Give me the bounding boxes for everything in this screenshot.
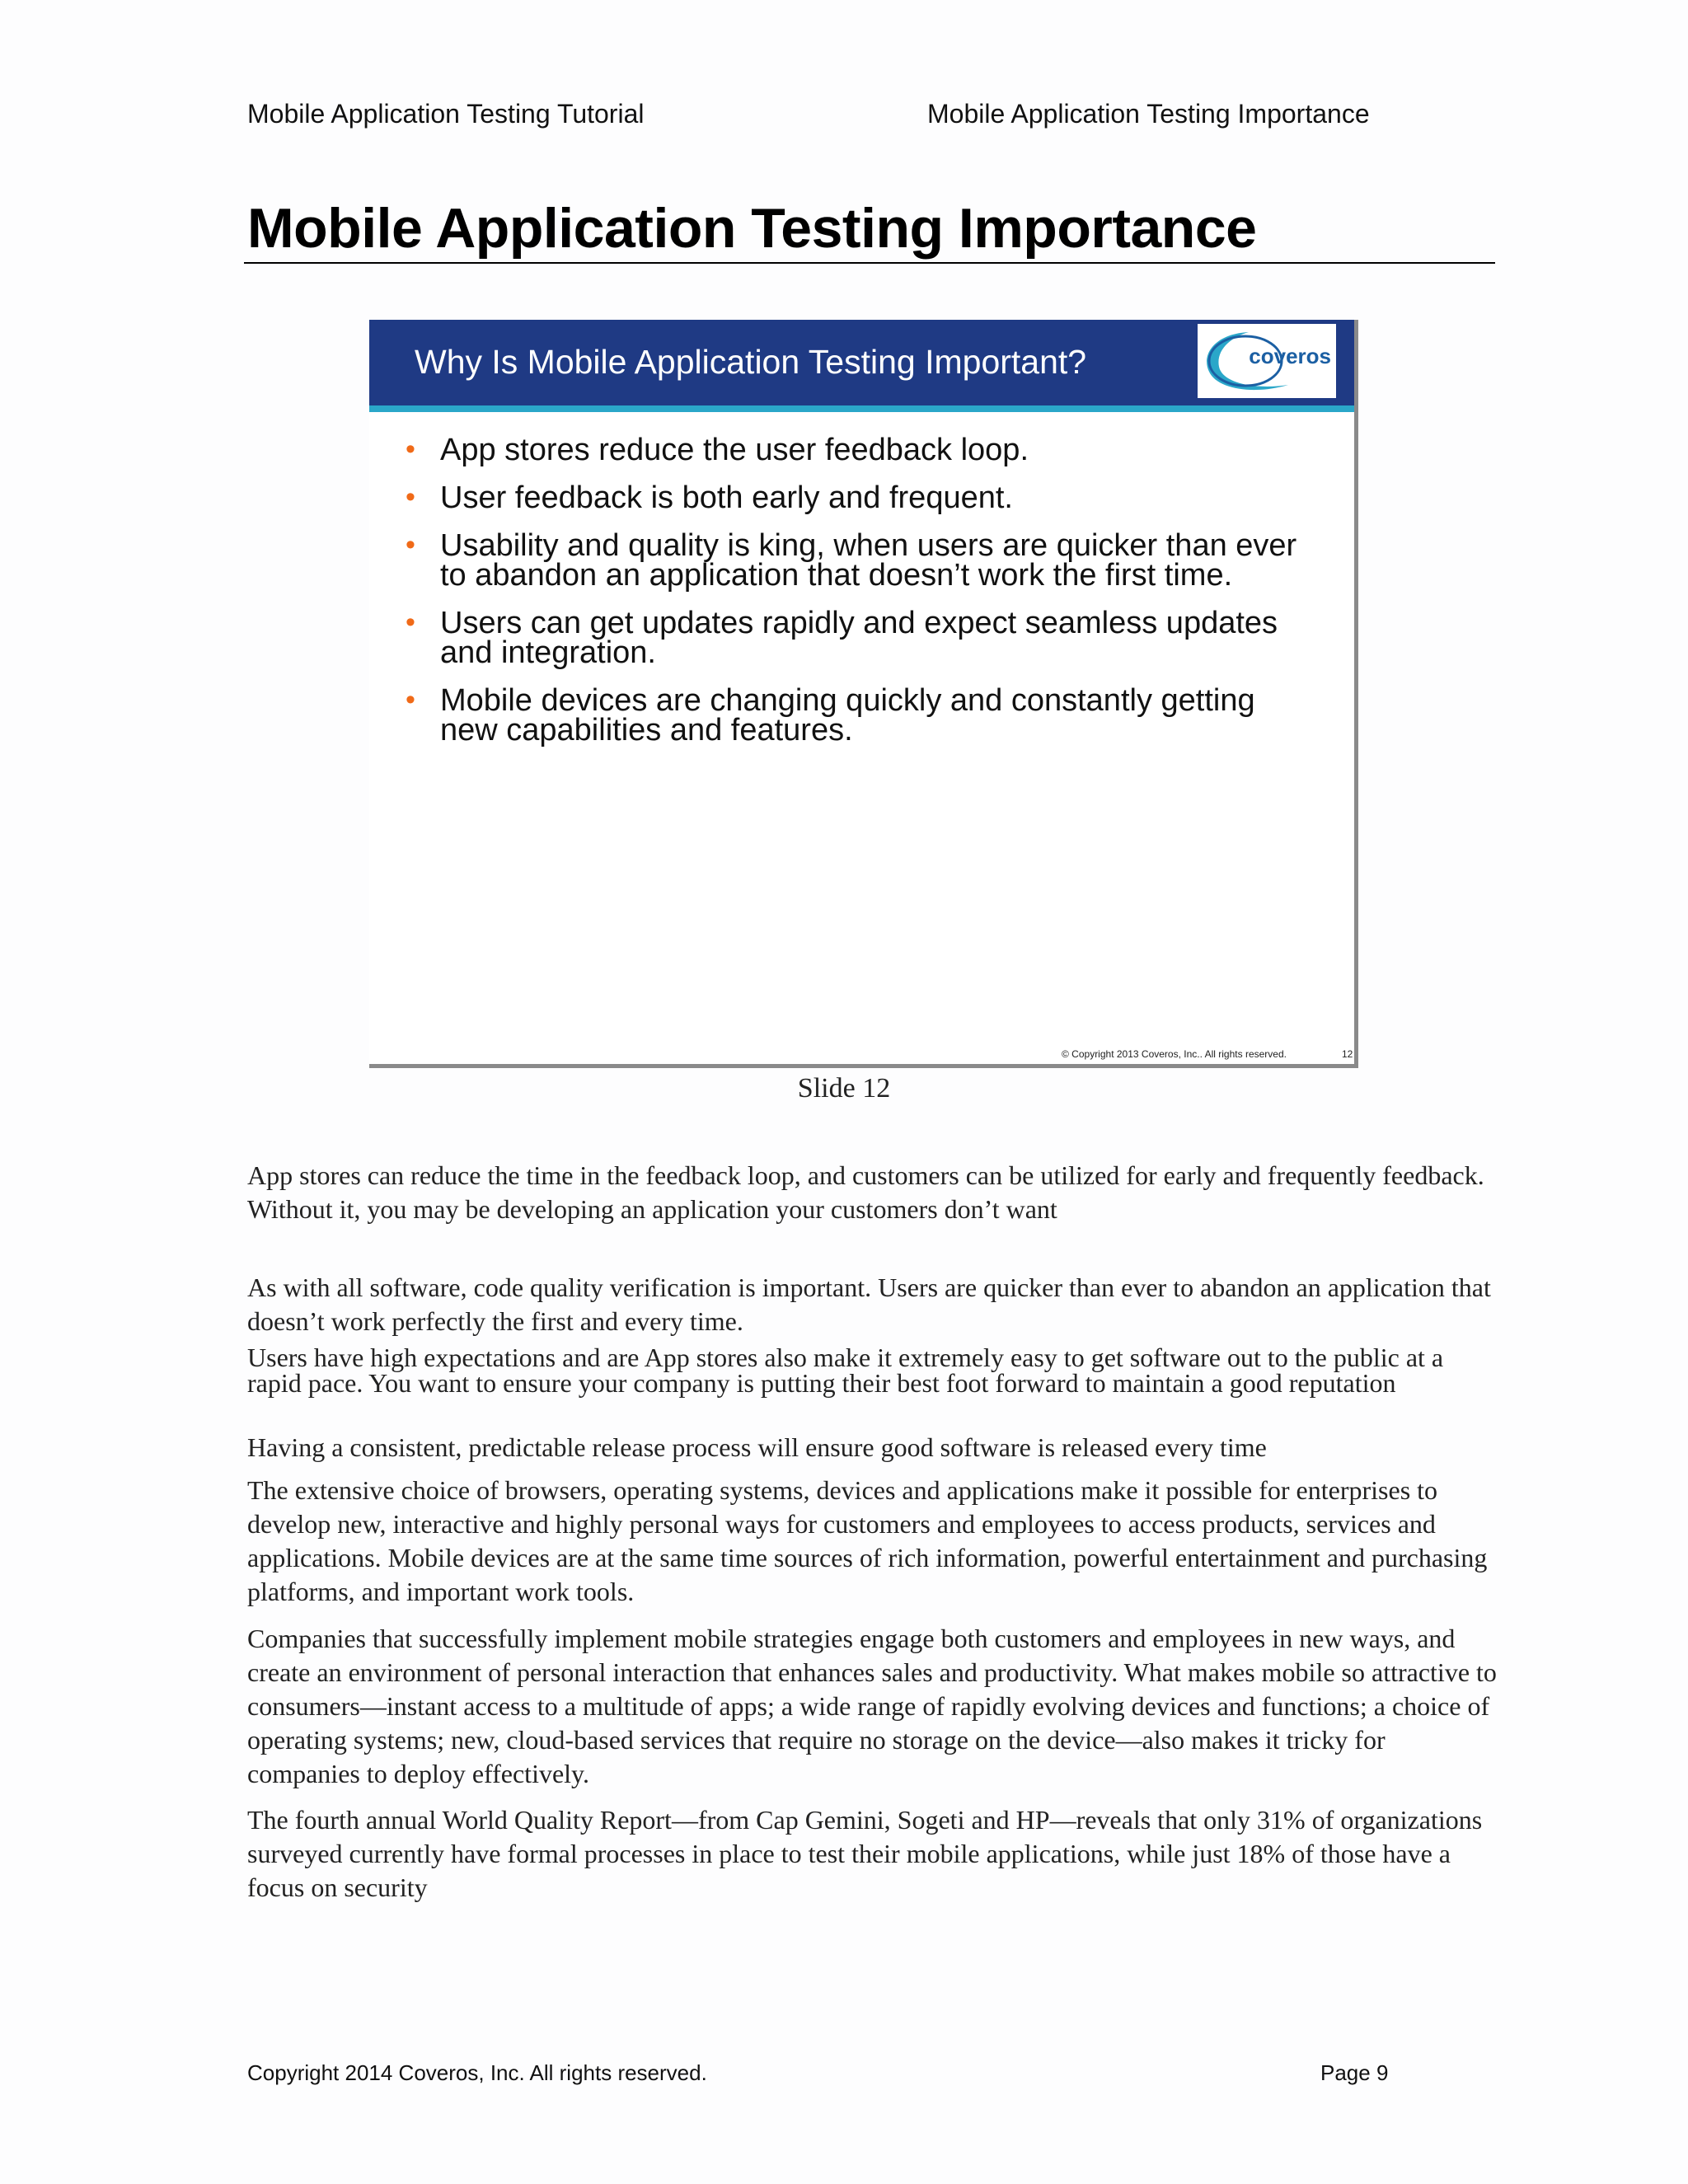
- body-paragraph: The extensive choice of browsers, operating systems, devices and applications make it possible for enterprises to develop new, interactive and highly personal ways for customers and employees to access products, services and applications. Mobile devices are at the same time sources of rich information, powerful entertainment and purchasing platforms, and important work tools.: [247, 1475, 1488, 1606]
- slide-bullet-list: [402, 435, 1309, 763]
- body-paragraph: Users have high expectations and are App stores also make it extremely easy to get software out to the public at a rapid pace. You want to ensure your company is putting their best foot forward to maintain a good reputation: [247, 1343, 1444, 1398]
- coveros-logo: [1198, 324, 1336, 398]
- slide-bullet: • App stores reduce the user feedback loop.: [406, 433, 1029, 467]
- body-paragraph: App stores can reduce the time in the feedback loop, and customers can be utilized for early and frequently feedback. Without it, you may be developing an application your customers don’t want: [247, 1160, 1484, 1224]
- slide-bullet: • Mobile devices are changing quickly and constantly getting new capabilities and features.: [406, 683, 1255, 748]
- body-paragraph: As with all software, code quality verification is important. Users are quicker than ever to abandon an application that doesn’t work perfectly the first and every time.: [247, 1272, 1491, 1336]
- page-number: Page 9: [1320, 2060, 1389, 2085]
- title-divider: [244, 262, 1495, 264]
- slide-header-stripe: [369, 405, 1354, 412]
- slide-number: 12: [1342, 1048, 1353, 1060]
- page-title: Mobile Application Testing Importance: [247, 197, 1257, 260]
- footer-copyright: Copyright 2014 Coveros, Inc. All rights reserved.: [247, 2060, 707, 2085]
- running-header-right: Mobile Application Testing Importance: [927, 99, 1370, 129]
- slide-bullet: • Users can get updates rapidly and expect seamless updates and integration.: [406, 606, 1278, 670]
- body-paragraph: Having a consistent, predictable release process will ensure good software is released every time: [247, 1432, 1267, 1462]
- bullet-dot-icon: •: [406, 607, 415, 638]
- body-paragraph: The fourth annual World Quality Report—from Cap Gemini, Sogeti and HP—reveals that only 31% of organizations surveyed currently have formal processes in place to test their mobile applications, while just 18% of those have a focus on security: [247, 1805, 1483, 1902]
- slide-caption: Slide 12: [797, 1073, 891, 1104]
- slide-header-bar: [369, 320, 1354, 405]
- slide-bullet: • Usability and quality is king, when users are quicker than ever to abandon an application that doesn’t work the first time.: [406, 528, 1297, 593]
- running-header-left: Mobile Application Testing Tutorial: [247, 99, 645, 129]
- logo-text: coveros: [1249, 344, 1331, 368]
- slide-image: [369, 320, 1358, 1068]
- slide-bullet: • User feedback is both early and frequent.: [406, 480, 1013, 515]
- bullet-dot-icon: •: [406, 434, 415, 465]
- bullet-dot-icon: •: [406, 529, 415, 560]
- slide-copyright: © Copyright 2013 Coveros, Inc.. All rights reserved.: [1062, 1048, 1287, 1060]
- body-paragraph: Companies that successfully implement mobile strategies engage both customers and employees in new ways, and create an environment of personal interaction that enhances sales and productivity. What makes mobile so attractive to consumers—instant access to a multitude of apps; a wide range of rapidly evolving devices and functions; a choice of operating systems; new, cloud-based services that require no storage on the device—also makes it tricky for companies to deploy effectively.: [247, 1624, 1497, 1788]
- slide-title: Why Is Mobile Application Testing Important?: [415, 343, 1087, 381]
- bullet-dot-icon: •: [406, 481, 415, 513]
- bullet-dot-icon: •: [406, 684, 415, 715]
